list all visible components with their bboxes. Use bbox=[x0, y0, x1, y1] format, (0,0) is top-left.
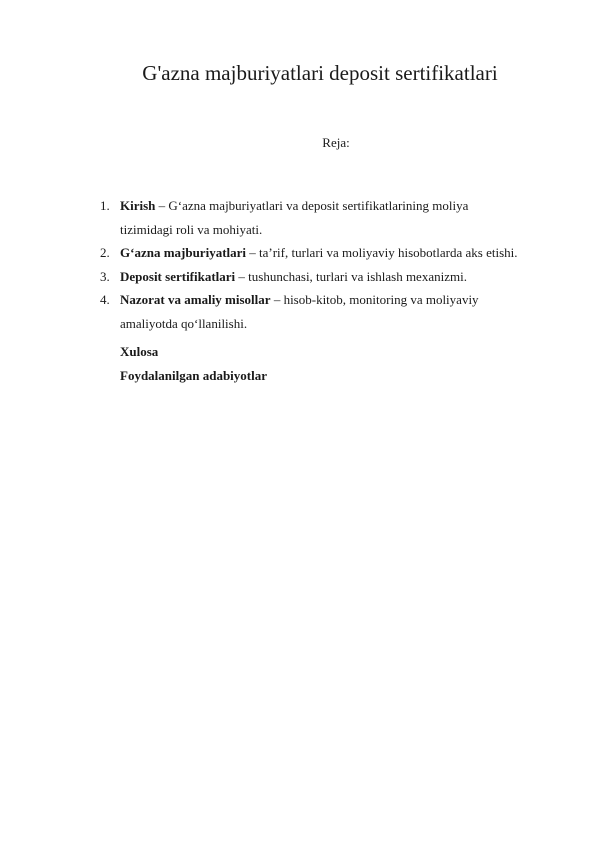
conclusion-heading: Xulosa bbox=[120, 344, 159, 359]
item-description: – tushunchasi, turlari va ishlash mexanizmi. bbox=[235, 268, 467, 284]
table-of-contents bbox=[100, 194, 570, 335]
item-term: Deposit sertifikatlari bbox=[120, 268, 236, 284]
item-description: – hisob-kitob, monitoring va moliyaviy bbox=[270, 292, 479, 307]
item-description-continued: amaliyotda qo‘llanilishi. bbox=[120, 315, 248, 331]
item-number: 2. bbox=[100, 245, 110, 260]
item-term: G‘azna majburiyatlari bbox=[120, 245, 247, 260]
list-item bbox=[100, 288, 570, 335]
item-term: Nazorat va amaliy misollar bbox=[120, 292, 271, 307]
item-description-continued: tizimidagi roli va mohiyati. bbox=[120, 221, 263, 237]
item-term: Kirish bbox=[120, 198, 156, 213]
item-number: 4. bbox=[100, 292, 110, 307]
document-title: G'azna majburiyatlari deposit sertifikatlari bbox=[142, 61, 498, 85]
references-heading: Foydalanilgan adabiyotlar bbox=[120, 368, 267, 383]
plan-label: Reja: bbox=[322, 135, 350, 150]
item-description: – G‘azna majburiyatlari va deposit sertifikatlarining moliya bbox=[155, 198, 469, 213]
list-item bbox=[100, 241, 570, 265]
list-item bbox=[100, 265, 570, 289]
list-item bbox=[100, 194, 570, 241]
item-number: 3. bbox=[100, 268, 110, 284]
item-number: 1. bbox=[100, 198, 110, 213]
item-description: – ta’rif, turlari va moliyaviy hisobotlarda aks etishi. bbox=[246, 245, 518, 260]
